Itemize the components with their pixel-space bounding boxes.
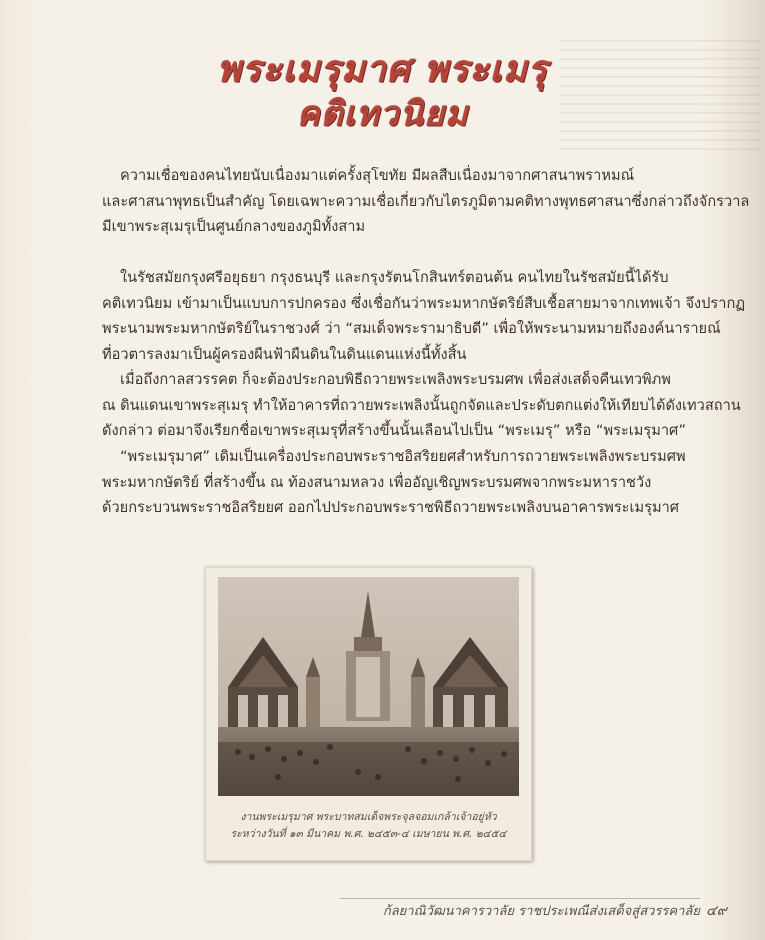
- text-line: พระนามพระมหากษัตริย์ในราชวงศ์ ว่า “สมเด็จพระรามาธิบดี” เพื่อให้พระนามหมายถึงองค์นารายณ์: [102, 320, 721, 337]
- text-line: และศาสนาพุทธเป็นสำคัญ โดยเฉพาะความเชื่อเกี่ยวกับไตรภูมิตามคติทางพุทธศาสนาซึ่งกล่าวถึงจักรวาล: [102, 192, 750, 210]
- paragraph-4: [102, 444, 690, 521]
- text-line: “พระเมรุมาศ” เดิมเป็นเครื่องประกอบพระราชอิสริยยศสำหรับการถวายพระเพลิงพระบรมศพ: [120, 448, 686, 465]
- paragraph-2: [102, 265, 746, 367]
- text-line: มีเขาพระสุเมรุเป็นศูนย์กลางของภูมิทั้งสาม: [102, 218, 366, 235]
- text-line: เมื่อถึงกาลสวรรคต ก็จะต้องประกอบพิธีถวายพระเพลิงพระบรมศพ เพื่อส่งเสด็จคืนเทวพิภพ: [120, 371, 671, 388]
- text-line: ความเชื่อของคนไทยนับเนื่องมาแต่ครั้งสุโขทัย มีผลสืบเนื่องมาจากศาสนาพราหมณ์: [120, 167, 635, 184]
- text-line: ที่อวตารลงมาเป็นผู้ครองผืนฟ้าผืนดินในดินแดนแห่งนี้ทั้งสิ้น: [102, 345, 467, 363]
- text-line: ดังกล่าว ต่อมาจึงเรียกชื่อเขาพระสุเมรุที่สร้างขึ้นนั้นเลือนไปเป็น “พระเมรุ” หรือ “พระเมรุมาศ”: [102, 422, 686, 439]
- paragraph-3: [102, 367, 741, 444]
- text-line: พระมหากษัตริย์ ที่สร้างขึ้น ณ ท้องสนามหลวง เพื่ออัญเชิญพระบรมศพจากพระมหาราชวัง: [102, 473, 652, 491]
- running-footer: ก้ลยาณิวัฒนาคารวาลัย ราชประเพณีส่งเสด็จสู่สวรรคาลัย: [382, 904, 700, 919]
- paragraph-1: [102, 163, 750, 240]
- text-line: ในรัชสมัยกรุงศรีอยุธยา กรุงธนบุรี และกรุงรัตนโกสินทร์ตอนต้น คนไทยในรัชสมัยนี้ได้รับ: [120, 269, 669, 286]
- photo-caption-line2: ระหว่างวันที่ ๑๓ มีนาคม พ.ศ. ๒๔๕๓-๔ เมษายน พ.ศ. ๒๔๕๔: [230, 828, 507, 840]
- footer-divider: [340, 898, 700, 899]
- photo-caption-line1: งานพระเมรุมาศ พระบาทสมเด็จพระจุลจอมเกล้าเจ้าอยู่หัว: [240, 811, 497, 823]
- text-line: คติเทวนิยม เข้ามาเป็นแบบการปกครอง ซึ่งเชื่อกันว่าพระมหากษัตริย์สืบเชื้อสายมาจากเทพเจ้า จึงปรากฏ: [102, 294, 746, 312]
- page-title-line2: คติเทวนิยม: [296, 94, 469, 134]
- text-line: ณ ดินแดนเขาพระสุเมรุ ทำให้อาคารที่ถวายพระเพลิงนั้นถูกจัดและประดับตกแต่งให้เทียบได้ดังเทวสถาน: [102, 396, 741, 414]
- photo-frame: [205, 567, 532, 861]
- historic-photo: [218, 577, 519, 796]
- page-number: ๔๙: [706, 903, 727, 919]
- text-line: ด้วยกระบวนพระราชอิสริยยศ ออกไปประกอบพระราชพิธีถวายพระเพลิงบนอาคารพระเมรุมาศ: [102, 499, 680, 516]
- page-title-line1: พระเมรุมาศ พระเมรุ: [217, 49, 548, 90]
